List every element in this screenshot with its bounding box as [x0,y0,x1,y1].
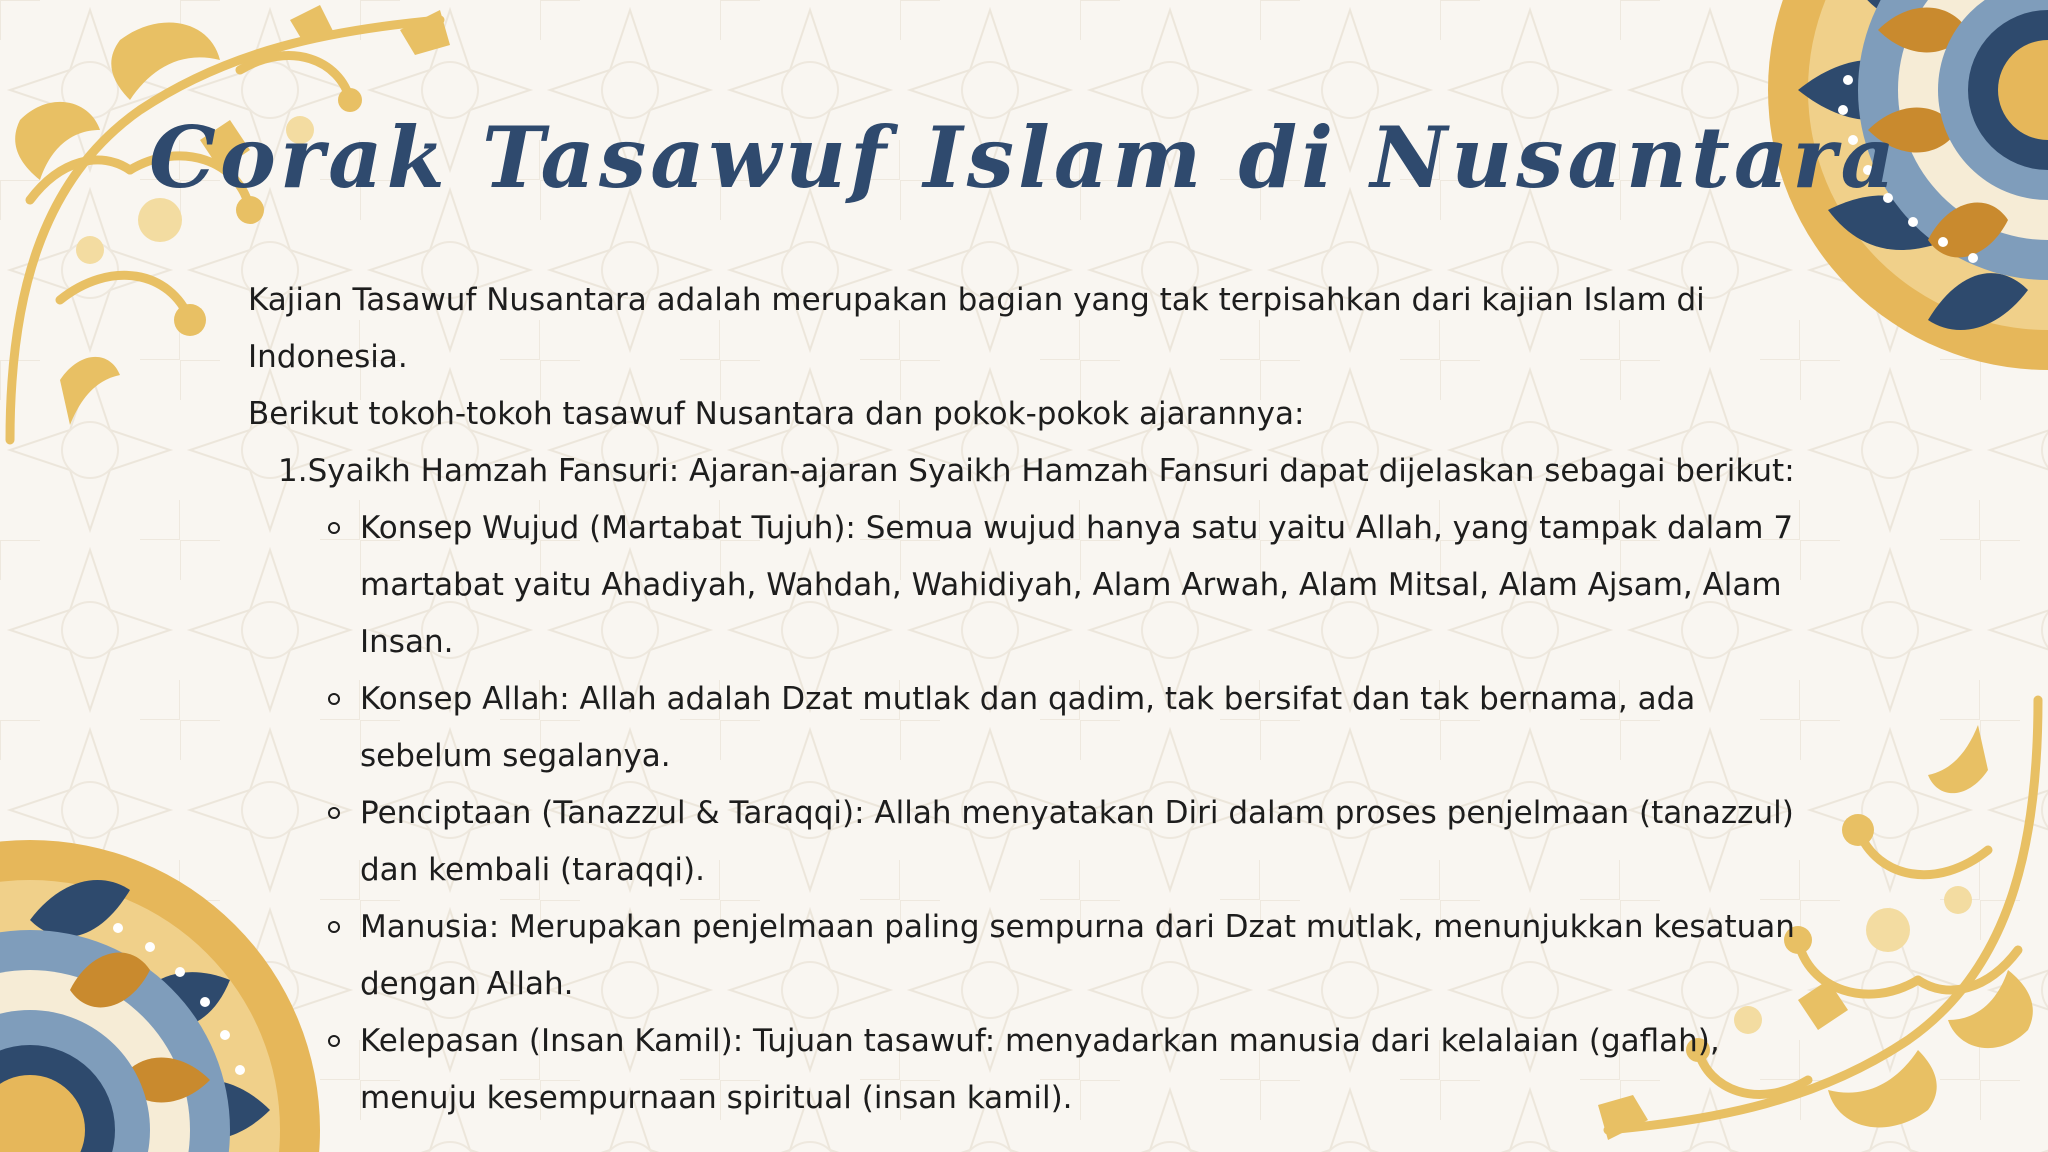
bullet-text: Penciptaan (Tanazzul & Taraqqi): Allah menyatakan Diri dalam proses penjelmaan (tanazzul) dan kembali (taraqqi). [360,795,1794,888]
item-number: 1. [278,453,308,489]
hollow-bullet-icon [328,921,340,933]
bullet-item [360,671,1808,785]
bullet-item [360,785,1808,899]
intro-paragraph-2: Berikut tokoh-tokoh tasawuf Nusantara dan pokok-pokok ajarannya: [248,396,1305,432]
hollow-bullet-icon [328,522,340,534]
slide-title: Corak Tasawuf Islam di Nusantara [149,108,1899,207]
bullet-text: Konsep Wujud (Martabat Tujuh): Semua wujud hanya satu yaitu Allah, yang tampak dalam 7 martabat yaitu Ahadiyah, Wahdah, Wahidiyah, Alam Arwah, Alam Mitsal, Alam Ajsam, Alam Insan. [360,510,1794,660]
bullet-item [360,899,1808,1013]
hollow-bullet-icon [328,693,340,705]
slide-body [248,272,1808,1127]
intro-paragraph-1: Kajian Tasawuf Nusantara adalah merupakan bagian yang tak terpisahkan dari kajian Islam di Indonesia. [248,282,1705,375]
bullet-item [360,1013,1808,1127]
bullet-text: Kelepasan (Insan Kamil): Tujuan tasawuf: menyadarkan manusia dari kelalaian (gaflah), menuju kesempurnaan spiritual (insan kamil). [360,1023,1720,1116]
bullet-list [248,500,1808,1127]
hollow-bullet-icon [328,807,340,819]
bullet-text: Konsep Allah: Allah adalah Dzat mutlak dan qadim, tak bersifat dan tak bernama, ada sebelum segalanya. [360,681,1696,774]
bullet-item [360,500,1808,671]
item-text: Syaikh Hamzah Fansuri: Ajaran-ajaran Syaikh Hamzah Fansuri dapat dijelaskan sebagai berikut: [307,453,1795,489]
numbered-item-1 [248,443,1808,500]
bullet-text: Manusia: Merupakan penjelmaan paling sempurna dari Dzat mutlak, menunjukkan kesatuan dengan Allah. [360,909,1795,1002]
hollow-bullet-icon [328,1035,340,1047]
